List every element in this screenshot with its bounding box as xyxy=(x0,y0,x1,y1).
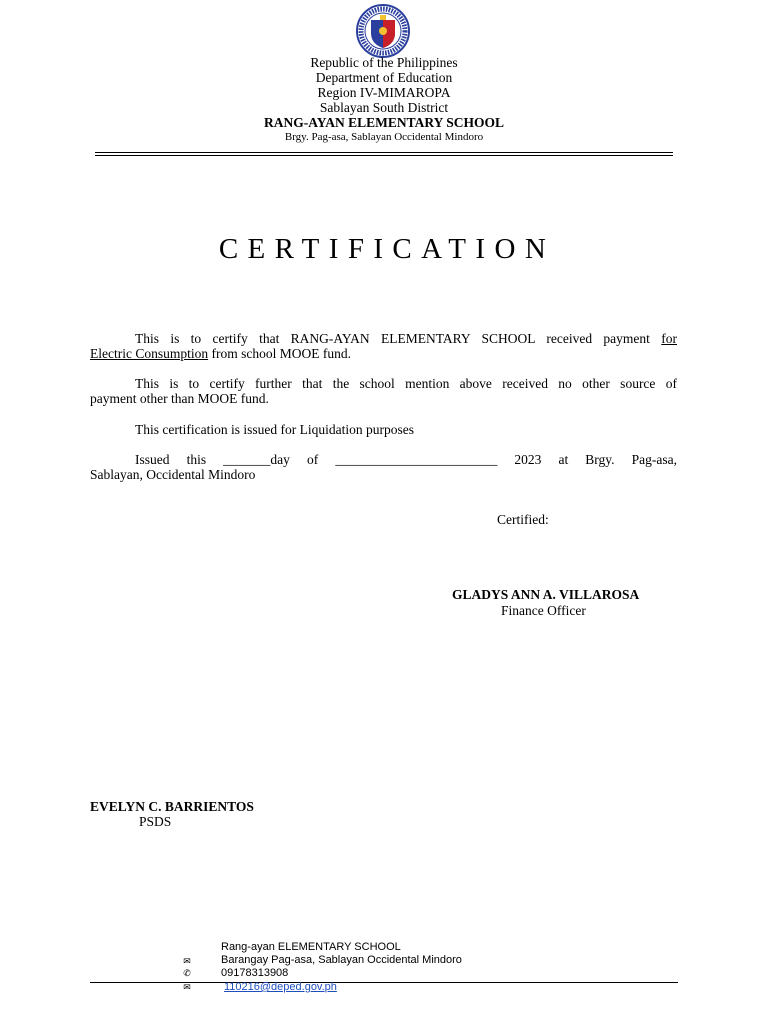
paragraph-further-line2: payment other than MOOE fund. xyxy=(90,391,269,406)
paragraph-further xyxy=(90,376,677,406)
header-department: Department of Education xyxy=(315,70,453,85)
document-title: CERTIFICATION xyxy=(218,233,556,265)
footer-rule xyxy=(90,982,678,983)
footer-address: Barangay Pag-asa, Sablayan Occidental Mindoro xyxy=(221,954,462,966)
paragraph-issued-line1: Issued this _______day of ________________________ 2023 at Brgy. Pag-asa, xyxy=(135,452,677,467)
paragraph-issued xyxy=(90,452,677,482)
paragraph-payment xyxy=(90,331,677,361)
paragraph-payment-line1: This is to certify that RANG-AYAN ELEMENTARY SCHOOL received payment for xyxy=(135,331,677,346)
phone-icon: ✆ xyxy=(183,969,191,979)
header-republic: Republic of the Philippines xyxy=(310,55,458,70)
header-school-address: Brgy. Pag-asa, Sablayan Occidental Mindoro xyxy=(284,131,484,143)
envelope-icon: ✉ xyxy=(183,957,191,967)
footer-phone: 09178313908 xyxy=(221,967,289,979)
header-region: Region IV-MIMAROPA xyxy=(317,85,451,100)
paragraph-issued-line2: Sablayan, Occidental Mindoro xyxy=(90,467,256,482)
header-rule-top xyxy=(95,152,673,153)
deped-seal-logo xyxy=(349,3,417,59)
header-school-name: RANG-AYAN ELEMENTARY SCHOOL xyxy=(263,115,505,130)
paragraph-payment-line2: Electric Consumption from school MOOE fund. xyxy=(90,346,351,361)
footer-email-link[interactable]: 110216@deped.gov.ph xyxy=(224,981,337,993)
header-district: Sablayan South District xyxy=(319,100,449,115)
paragraph-purpose: This certification is issued for Liquidation purposes xyxy=(135,422,414,437)
email-icon: ✉ xyxy=(183,983,191,993)
signatory-finance-title: Finance Officer xyxy=(501,603,586,618)
paragraph-further-line1: This is to certify further that the school mention above received no other source of xyxy=(135,376,677,391)
signatory-psds-title: PSDS xyxy=(139,814,172,829)
signatory-psds-name: EVELYN C. BARRIENTOS xyxy=(90,799,254,814)
signatory-finance-name: GLADYS ANN A. VILLAROSA xyxy=(452,587,640,602)
certified-label: Certified: xyxy=(497,512,549,527)
footer-school-name: Rang-ayan ELEMENTARY SCHOOL xyxy=(221,941,401,953)
header-rule-bottom xyxy=(95,155,673,156)
